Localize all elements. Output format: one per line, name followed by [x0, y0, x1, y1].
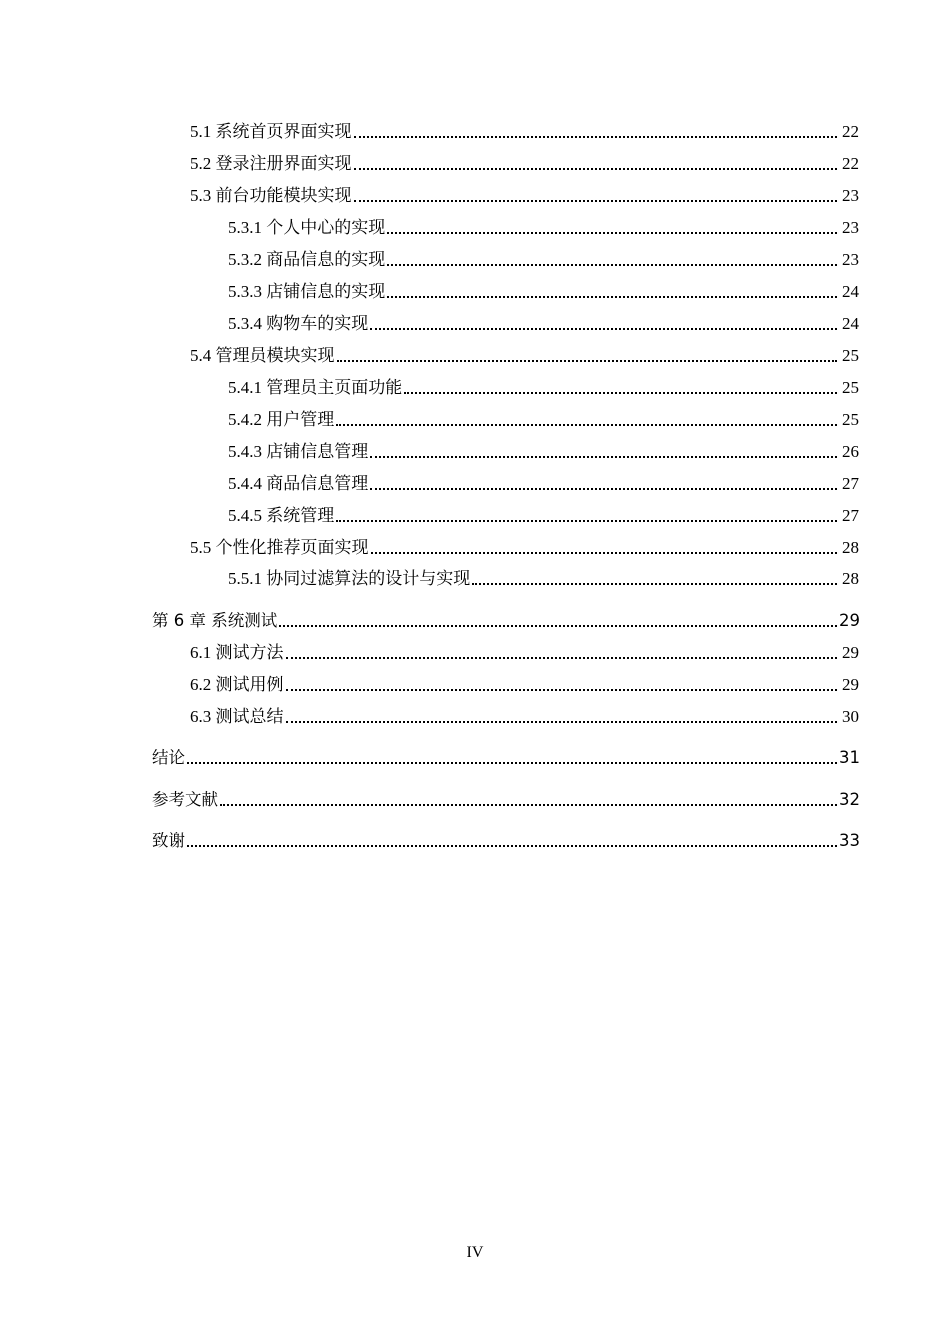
toc-dot-leader: [220, 804, 837, 806]
toc-dot-leader: [286, 721, 838, 723]
toc-entry[interactable]: [0, 705, 859, 729]
toc-entry-page: 33: [839, 831, 860, 850]
toc-entry[interactable]: [0, 280, 859, 304]
toc-dot-leader: [286, 657, 838, 659]
toc-entry[interactable]: [0, 376, 859, 400]
toc-entry-page: 24: [842, 314, 859, 333]
toc-dot-leader: [187, 845, 837, 847]
toc-entry-label: 5.3.2 商品信息的实现: [228, 250, 386, 269]
toc-entry[interactable]: [0, 344, 859, 368]
toc-dot-leader: [354, 136, 838, 138]
toc-dot-leader: [387, 264, 837, 266]
toc-entry-label: 5.5.1 协同过滤算法的设计与实现: [228, 569, 471, 588]
toc-entry-page: 28: [842, 538, 859, 557]
toc-dot-leader: [336, 424, 837, 426]
toc-dot-leader: [336, 520, 837, 522]
toc-dot-leader: [354, 200, 838, 202]
toc-entry[interactable]: [0, 312, 859, 336]
toc-entry-page: 31: [839, 748, 860, 767]
toc-entry[interactable]: [0, 472, 859, 496]
toc-dot-leader: [279, 625, 837, 627]
toc-entry-label: 5.4.1 管理员主页面功能: [228, 378, 403, 397]
toc-entry-page: 29: [842, 675, 859, 694]
toc-dot-leader: [187, 762, 837, 764]
toc-entry[interactable]: [0, 216, 859, 240]
toc-entry[interactable]: [0, 567, 859, 591]
toc-entry-label: 结论: [152, 748, 185, 767]
toc-entry[interactable]: [0, 184, 859, 208]
toc-entry-label: 5.5 个性化推荐页面实现: [190, 538, 369, 557]
toc-entry-label: 6.1 测试方法: [190, 643, 284, 662]
toc-entry[interactable]: [0, 440, 859, 464]
toc-entry-label: 5.4.2 用户管理: [228, 410, 335, 429]
toc-entry-page: 29: [842, 643, 859, 662]
toc-chapter-entry[interactable]: [0, 746, 859, 770]
toc-entry-label: 5.4.5 系统管理: [228, 506, 335, 525]
toc-dot-leader: [286, 689, 838, 691]
toc-dot-leader: [387, 296, 837, 298]
toc-entry-label: 5.4.4 商品信息管理: [228, 474, 369, 493]
toc-dot-leader: [404, 392, 837, 394]
toc-dot-leader: [472, 583, 837, 585]
toc-entry[interactable]: [0, 504, 859, 528]
toc-entry-page: 24: [842, 282, 859, 301]
toc-dot-leader: [354, 168, 838, 170]
toc-entry-label: 5.4.3 店铺信息管理: [228, 442, 369, 461]
toc-dot-leader: [337, 360, 838, 362]
toc-dot-leader: [387, 232, 837, 234]
toc-entry-page: 23: [842, 186, 859, 205]
toc-entry[interactable]: [0, 248, 859, 272]
toc-entry-label: 5.4 管理员模块实现: [190, 346, 335, 365]
toc-entry-page: 25: [842, 378, 859, 397]
toc-entry-page: 29: [839, 611, 860, 630]
toc-entry-label: 第 6 章 系统测试: [152, 611, 278, 630]
toc-entry-label: 5.3 前台功能模块实现: [190, 186, 352, 205]
toc-entry-label: 6.2 测试用例: [190, 675, 284, 694]
toc-entry-label: 致谢: [152, 831, 185, 850]
toc-chapter-entry[interactable]: [0, 829, 859, 853]
toc-entry[interactable]: [0, 641, 859, 665]
toc-entry-page: 23: [842, 218, 859, 237]
toc-dot-leader: [370, 488, 837, 490]
toc-entry[interactable]: [0, 536, 859, 560]
toc-entry-page: 30: [842, 707, 859, 726]
toc-entry-page: 25: [842, 346, 859, 365]
toc-chapter-entry[interactable]: [0, 609, 859, 633]
toc-dot-leader: [370, 328, 837, 330]
toc-entry-page: 26: [842, 442, 859, 461]
toc-entry-label: 6.3 测试总结: [190, 707, 284, 726]
toc-entry[interactable]: [0, 673, 859, 697]
toc-chapter-entry[interactable]: [0, 788, 859, 812]
toc-entry-label: 5.2 登录注册界面实现: [190, 154, 352, 173]
toc-entry-label: 参考文献: [152, 790, 218, 809]
toc-entry-page: 23: [842, 250, 859, 269]
toc-entry-page: 22: [842, 154, 859, 173]
toc-entry-page: 25: [842, 410, 859, 429]
toc-entry-page: 22: [842, 122, 859, 141]
toc-entry[interactable]: [0, 408, 859, 432]
toc-entry-label: 5.3.3 店铺信息的实现: [228, 282, 386, 301]
toc-dot-leader: [370, 456, 837, 458]
toc-entry-page: 32: [839, 790, 860, 809]
toc-entry-page: 28: [842, 569, 859, 588]
toc-entry-label: 5.3.1 个人中心的实现: [228, 218, 386, 237]
toc-entry[interactable]: [0, 152, 859, 176]
toc-entry[interactable]: [0, 120, 859, 144]
toc-entry-label: 5.1 系统首页界面实现: [190, 122, 352, 141]
page-number: IV: [466, 1244, 484, 1261]
toc-entry-page: 27: [842, 506, 859, 525]
toc-dot-leader: [371, 552, 838, 554]
toc-entry-label: 5.3.4 购物车的实现: [228, 314, 369, 333]
toc-entry-page: 27: [842, 474, 859, 493]
